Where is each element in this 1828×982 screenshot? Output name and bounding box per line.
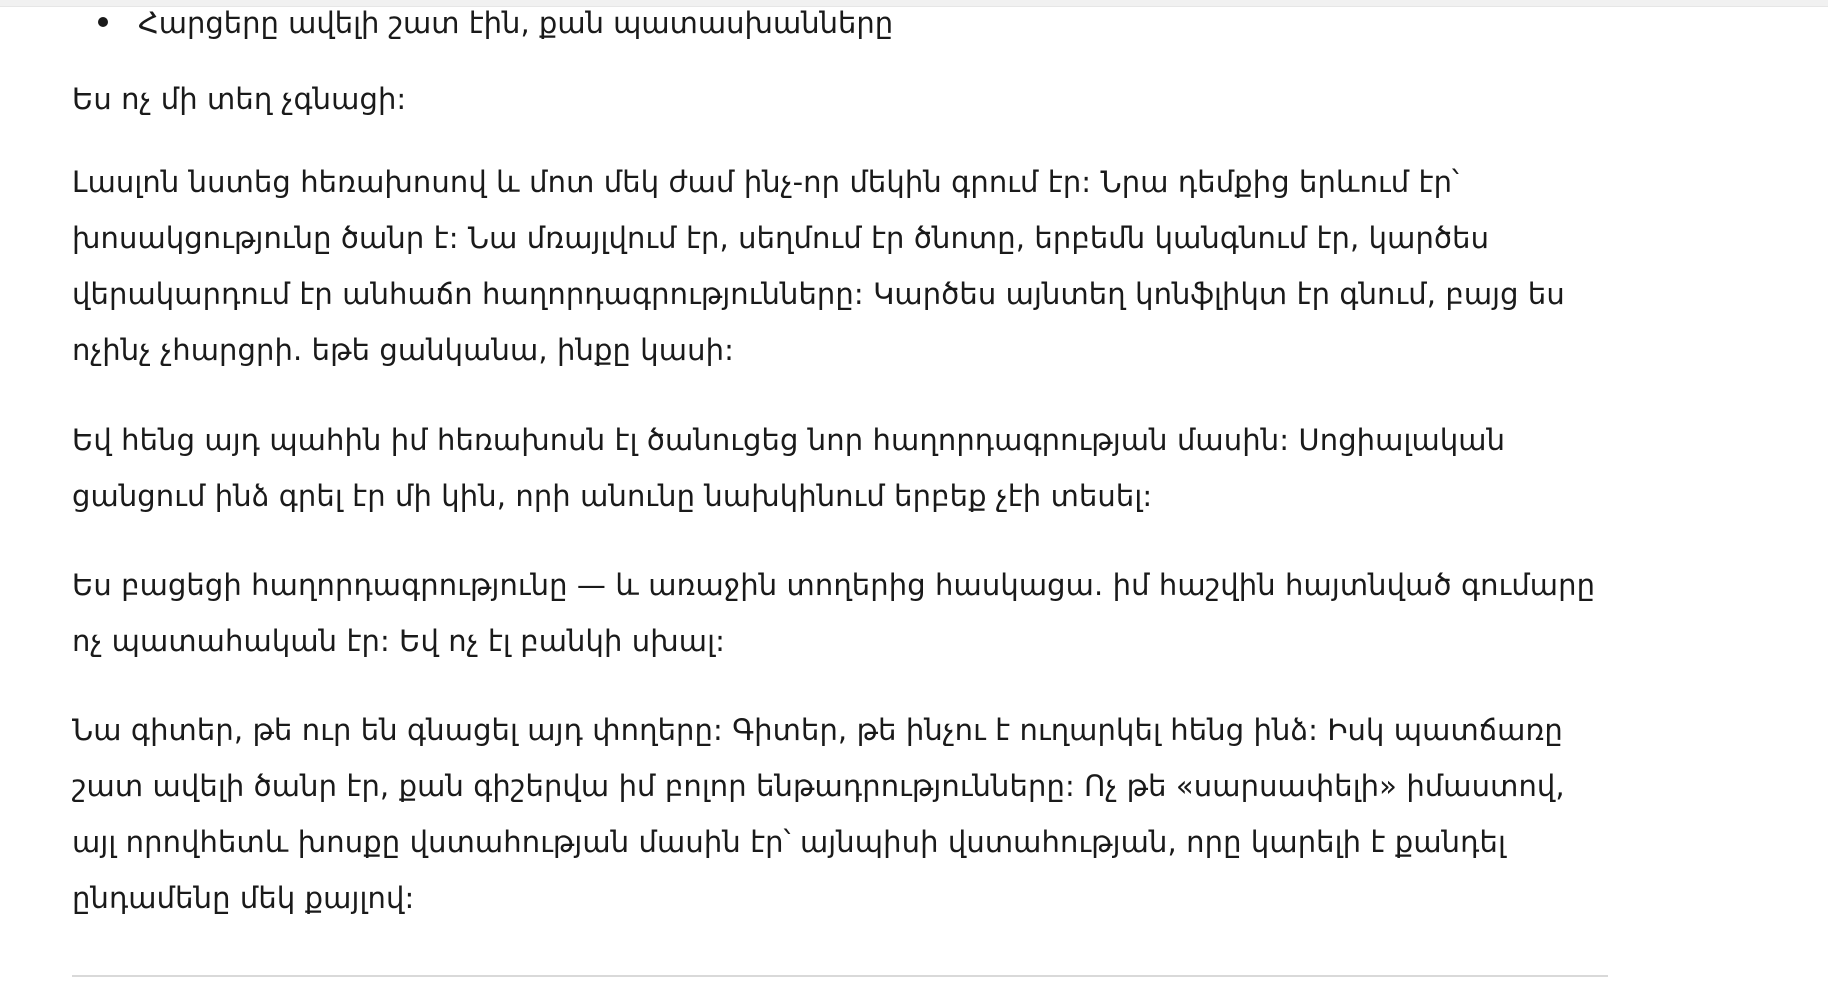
paragraph: Ես բացեցի հաղորդագրությունը — և առաջին տողերից հասկացա. իմ հաշվին հայտնված գումարը ոչ պատահական էր: Եվ ոչ էլ բանկի սխալ: [72, 568, 1596, 658]
bullet-dot-icon [98, 17, 108, 27]
section-divider [72, 975, 1608, 977]
list-item-text: Հարցերը ավելի շատ էին, քան պատասխանները [138, 6, 894, 40]
paragraph: Նա գիտեր, թե ուր են գնացել այդ փողերը: Գիտեր, թե ինչու է ուղարկել հենց ինձ: Իսկ պատճառը շատ ավելի ծանր էր, քան գիշերվա իմ բոլոր ենթադրությունները: Ոչ թե «սարսափելի» իմաստով, այլ որովհետև խոսքը վստահության մասին էր՝ այնպիսի վստահության, որը կարելի է քանդել ընդամենը մեկ քայլով: [72, 713, 1565, 915]
list-item [72, 0, 1612, 46]
paragraph: Եվ հենց այդ պահին իմ հեռախոսն էլ ծանուցեց նոր հաղորդագրության մասին: Սոցիալական ցանցում ինձ գրել էր մի կին, որի անունը նախկինում երբեք չէի տեսել: [72, 423, 1506, 513]
bullet-list [72, 0, 1612, 46]
article-body [72, 0, 1612, 915]
paragraph: Ես ոչ մի տեղ չգնացի: [72, 82, 407, 116]
paragraph: Լասլոն նստեց հեռախոսով և մոտ մեկ ժամ ինչ-որ մեկին գրում էր: Նրա դեմքից երևում էր՝ խոսակցությունը ծանր է: Նա մռայլվում էր, սեղմում էր ծնոտը, երբեմն կանգնում էր, կարծես վերակարդում էր անհաճո հաղորդագրությունները: Կարծես այնտեղ կոնֆլիկտ էր գնում, բայց ես ոչինչ չհարցրի. եթե ցանկանա, ինքը կասի: [72, 165, 1565, 367]
